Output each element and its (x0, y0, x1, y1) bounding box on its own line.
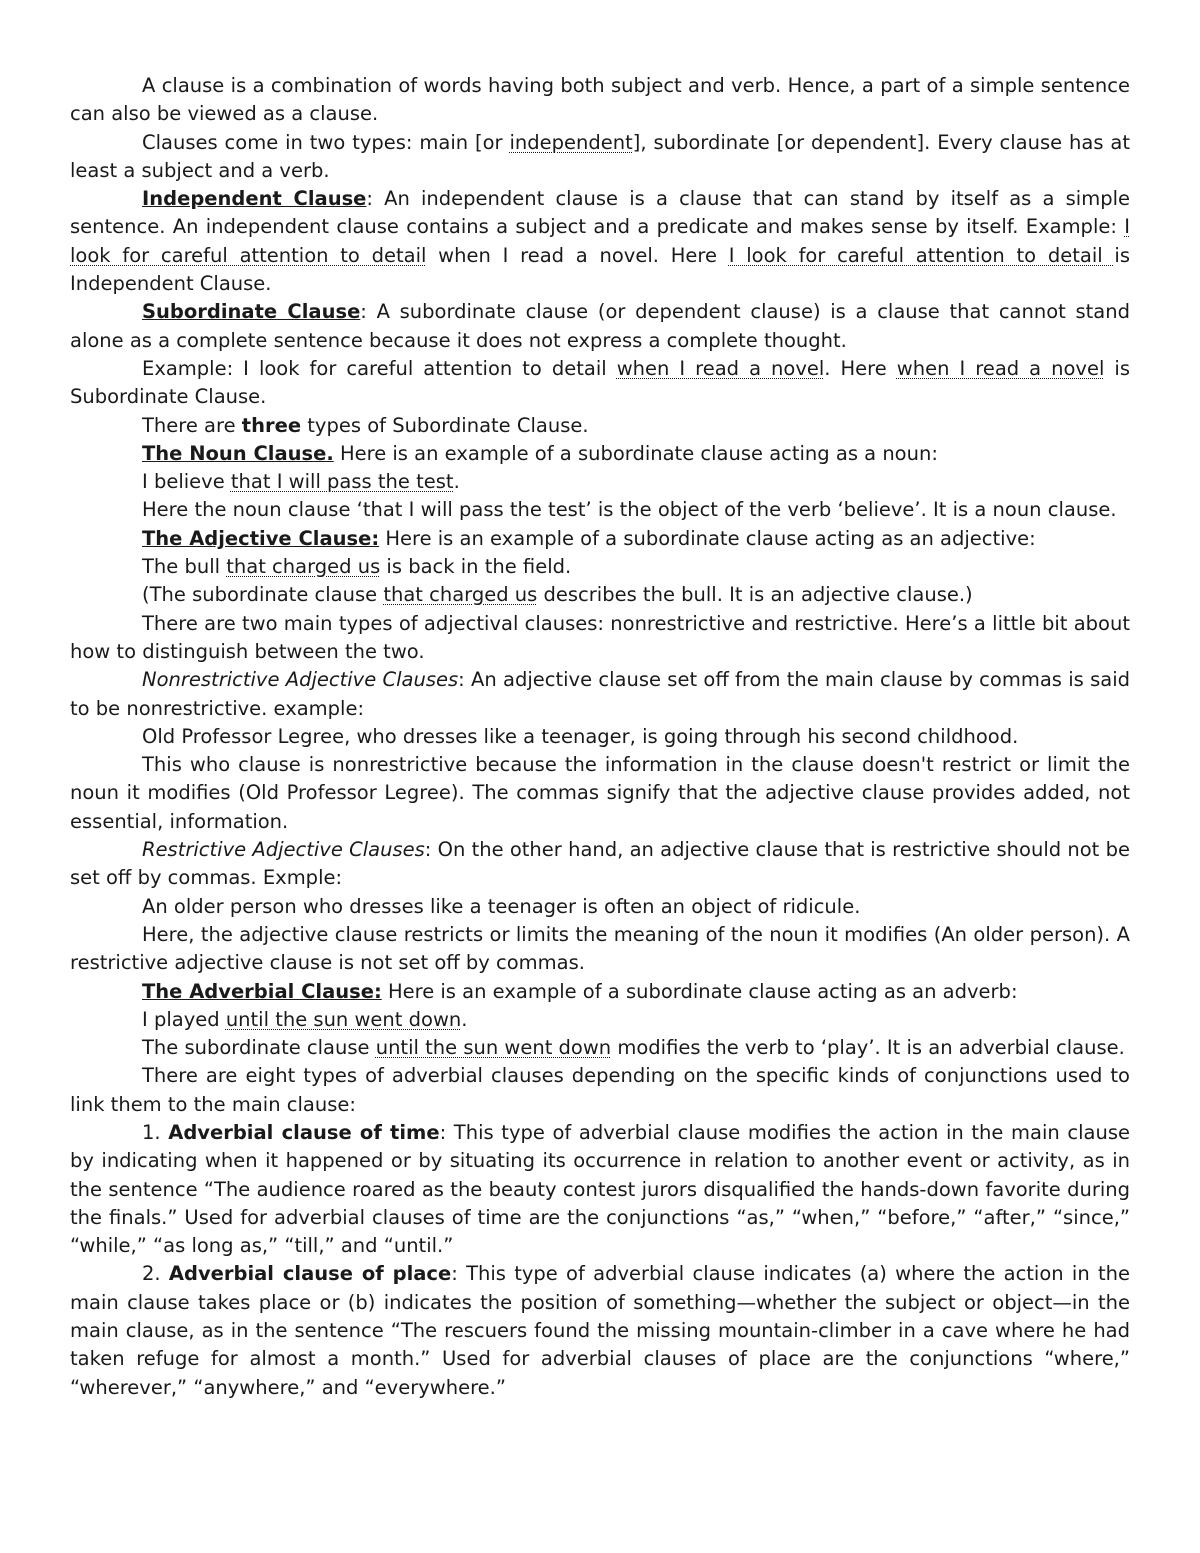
example-subordinate-clause: when I read a novel (616, 356, 825, 380)
paragraph-adverbial-place: 2. Adverbial clause of place: This type of adverbial clause indicates (a) where the action in the main clause takes place or (b) indicates the position of something—whether the subject or object—in the main clause, as in the sentence “The rescuers found the missing mountain-climber in a cave where he had taken refuge for almost a month.” Used for adverbial clauses of place are the conjunctions “where,” “wherever,” “anywhere,” and “everywhere.” (70, 1262, 1130, 1399)
paragraph-adverbial-explanation: The subordinate clause until the sun went down modifies the verb to ‘play’. It is an adverbial clause. (142, 1036, 1125, 1060)
document-page (70, 72, 1130, 1402)
paragraph-adjective-example: The bull that charged us is back in the field. (142, 555, 572, 579)
example-adverbial-clause: until the sun went down (225, 1007, 462, 1031)
paragraph-adverbial-time: 1. Adverbial clause of time: This type of adverbial clause modifies the action in the main clause by indicating when it happened or by situating its occurrence in relation to another event or activity, as in the sentence “The audience roared as the beauty contest jurors disqualified the hands-down favorite during the finals.” Used for adverbial clauses of time are the conjunctions “as,” “when,” “before,” “after,” “since,” “while,” “as long as,” “till,” and “until.” (70, 1120, 1130, 1258)
paragraph-adjective-clause: The Adjective Clause: Here is an example of a subordinate clause acting as an adjective: (142, 526, 1036, 550)
example-subordinate-clause-repeat: when I read a novel (896, 356, 1105, 380)
paragraph-subordinate-example: Example: I look for careful attention to detail when I read a novel. Here when I read a novel is Subordinate Clause. (70, 356, 1130, 409)
paragraph-noun-example: I believe that I will pass the test. (142, 470, 460, 494)
paragraph-clause-definition: A clause is a combination of words having both subject and verb. Hence, a part of a simple sentence can also be viewed as a clause. (70, 74, 1130, 126)
paragraph-nonrestrictive-explanation: This who clause is nonrestrictive because the information in the clause doesn't restrict or limit the noun it modifies (Old Professor Legree). The commas signify that the adjective clause provides added, not essential, information. (70, 753, 1130, 833)
independent-term: independent (509, 130, 633, 154)
heading-adverbial-clause: The Adverbial Clause: (142, 979, 382, 1003)
paragraph-three-types: There are three types of Subordinate Clause. (142, 413, 589, 437)
example-adjective-clause: that charged us (226, 555, 381, 579)
paragraph-independent-clause: Independent Clause: An independent clause is a clause that can stand by itself as a simple sentence. An independent clause contains a subject and a predicate and makes sense by itself. Example: I look for careful attention to detail when I read a novel. Here I look for careful attention to detail is Independent Clause. (70, 187, 1130, 296)
paragraph-adverbial-types: There are eight types of adverbial clauses depending on the specific kinds of conjunctions used to link them to the main clause: (70, 1064, 1130, 1116)
paragraph-restrictive-explanation: Here, the adjective clause restricts or limits the meaning of the noun it modifies (An older person). A restrictive adjective clause is not set off by commas. (70, 922, 1130, 975)
paragraph-adjective-explanation: (The subordinate clause that charged us describes the bull. It is an adjective clause.) (142, 583, 973, 607)
heading-independent-clause: Independent Clause (142, 187, 367, 211)
paragraph-restrictive: Restrictive Adjective Clauses: On the other hand, an adjective clause that is restrictive should not be set off by commas. Exmple: (70, 838, 1130, 890)
paragraph-noun-explanation: Here the noun clause ‘that I will pass the test’ is the object of the verb ‘believe’. It is a noun clause. (142, 498, 1117, 522)
example-adverbial-clause-repeat: until the sun went down (375, 1036, 612, 1060)
term-restrictive: Restrictive Adjective Clauses (142, 838, 425, 862)
term-nonrestrictive: Nonrestrictive Adjective Clauses (142, 668, 459, 692)
paragraph-subordinate-clause: Subordinate Clause: A subordinate clause (or dependent clause) is a clause that cannot stand alone as a complete sentence because it does not express a complete thought. (70, 300, 1130, 352)
heading-adverbial-place: Adverbial clause of place (168, 1262, 452, 1286)
heading-adjective-clause: The Adjective Clause: (142, 526, 380, 550)
paragraph-nonrestrictive-example: Old Professor Legree, who dresses like a teenager, is going through his second childhood. (142, 724, 1019, 748)
paragraph-adverbial-clause: The Adverbial Clause: Here is an example of a subordinate clause acting as an adverb: (142, 979, 1018, 1003)
paragraph-adjectival-types: There are two main types of adjectival clauses: nonrestrictive and restrictive. Here’s a little bit about how to distinguish between the two. (70, 611, 1130, 663)
paragraph-clause-types: Clauses come in two types: main [or independent], subordinate [or dependent]. Every clause has at least a subject and a verb. (70, 130, 1131, 182)
paragraph-nonrestrictive: Nonrestrictive Adjective Clauses: An adjective clause set off from the main clause by commas is said to be nonrestrictive. example: (70, 668, 1130, 720)
example-adjective-clause-repeat: that charged us (383, 583, 538, 607)
emphasis-three: three (241, 413, 302, 437)
heading-subordinate-clause: Subordinate Clause (142, 300, 361, 324)
example-independent-clause: I look for careful attention to detail (70, 215, 1130, 267)
paragraph-noun-clause: The Noun Clause. Here is an example of a subordinate clause acting as a noun: (142, 441, 938, 465)
example-independent-clause-repeat: I look for careful attention to detail (728, 243, 1115, 267)
heading-noun-clause: The Noun Clause. (142, 441, 334, 465)
heading-adverbial-time: Adverbial clause of time (168, 1120, 440, 1144)
paragraph-adverbial-example: I played until the sun went down. (142, 1007, 468, 1031)
paragraph-restrictive-example: An older person who dresses like a teenager is often an object of ridicule. (142, 894, 861, 918)
example-noun-clause: that I will pass the test (230, 470, 454, 494)
